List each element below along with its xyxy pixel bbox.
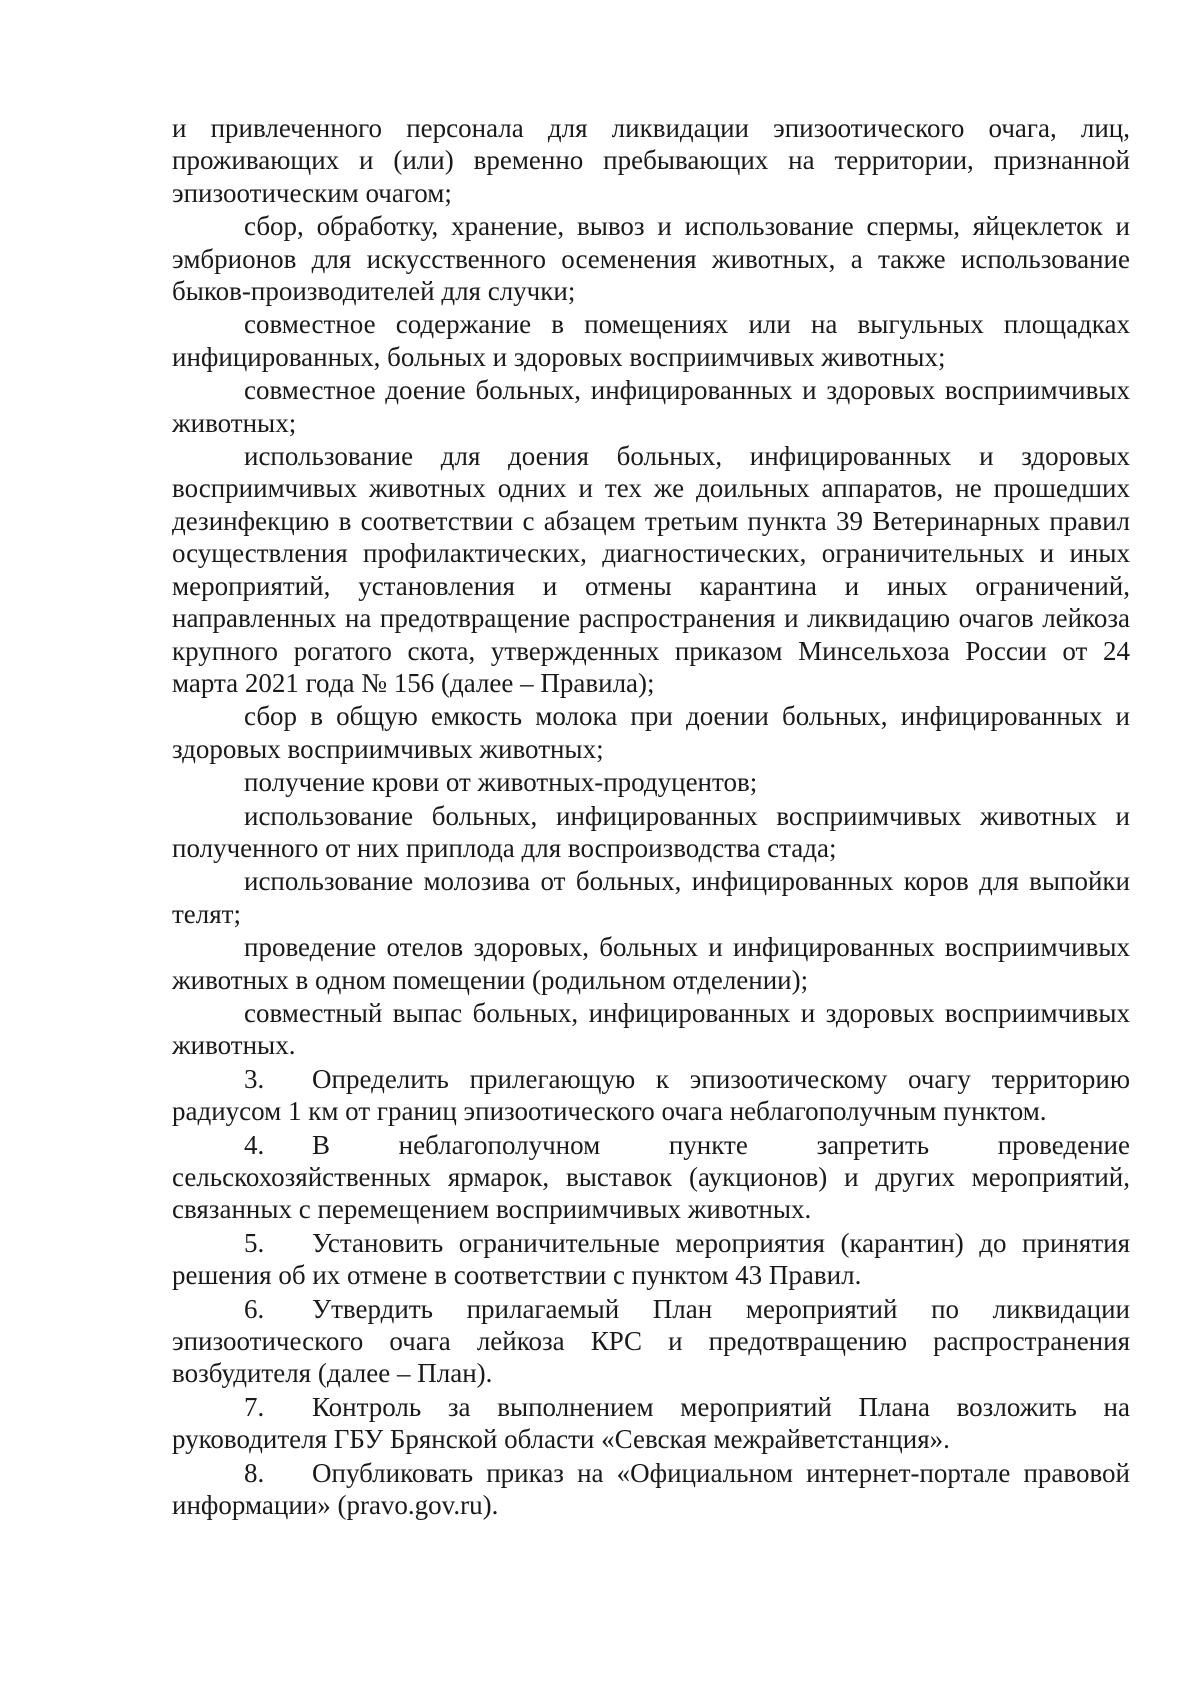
- item-number: 3.: [244, 1063, 265, 1094]
- item-text: Контроль за выполнением мероприятий Плана возложить на руководителя ГБУ Брянской области «Севская межрайветстанция».: [172, 1391, 1130, 1455]
- paragraph-text: получение крови от животных-продуцентов;: [244, 767, 758, 798]
- paragraph-milking-apparatus: [172, 440, 1130, 699]
- paragraph-joint-grazing: [172, 997, 1130, 1062]
- paragraph-blood-collection: [172, 766, 1130, 798]
- paragraph-text: и привлеченного персонала для ликвидации эпизоотического очага, лиц, проживающих и (или) временно пребывающих на территории, признанной эпизоотическим очагом;: [172, 113, 1130, 208]
- item-text: Определить прилегающую к эпизоотическому очагу территорию радиусом 1 км от границ эпизоотического очага неблагополучным пунктом.: [172, 1063, 1130, 1127]
- paragraph-text: использование молозива от больных, инфицированных коров для выпойки телят;: [172, 866, 1130, 929]
- paragraph-milk-collection: [172, 700, 1130, 765]
- numbered-item-8: [172, 1457, 1130, 1522]
- numbered-item-4: [172, 1129, 1130, 1226]
- numbered-item-5: [172, 1227, 1130, 1292]
- item-number: 4.: [244, 1129, 265, 1160]
- paragraph-text: использование для доения больных, инфицированных и здоровых восприимчивых животных одних и тех же доильных аппаратов, не прошедших дезинфекцию в соответствии с абзацем третьим пункта 39 Ветеринарных правил осуществления профилактических, диагностических, ограничительных и иных мероприятий, установления и отмены карантина и иных ограничений, направленных на предотвращение распространения и ликвидацию очагов лейкоза крупного рогатого скота, утвержденных приказом Минсельхоза России от 24 марта 2021 года № 156 (далее – Правила);: [172, 441, 1130, 698]
- item-text: Утвердить прилагаемый План мероприятий по ликвидации эпизоотического очага лейкоза КРС и предотвращению распространения возбудителя (далее – План).: [172, 1293, 1130, 1389]
- item-number: 5.: [244, 1227, 265, 1258]
- paragraph-herd-reproduction: [172, 800, 1130, 865]
- numbered-item-7: [172, 1391, 1130, 1456]
- paragraph-text: сбор в общую емкость молока при доении больных, инфицированных и здоровых восприимчивых животных;: [172, 701, 1130, 764]
- item-number: 8.: [244, 1457, 265, 1488]
- paragraph-text: совместное доение больных, инфицированных и здоровых восприимчивых животных;: [172, 375, 1130, 438]
- numbered-item-3: [172, 1063, 1130, 1128]
- paragraph-text: проведение отелов здоровых, больных и инфицированных восприимчивых животных в одном помещении (родильном отделении);: [172, 932, 1130, 995]
- paragraph-calving: [172, 931, 1130, 996]
- paragraph-joint-milking: [172, 374, 1130, 439]
- document-body: [172, 112, 1130, 1522]
- item-text: В неблагополучном пункте запретить проведение сельскохозяйственных ярмарок, выставок (аукционов) и других мероприятий, связанных с перемещением восприимчивых животных.: [172, 1129, 1130, 1225]
- paragraph-personnel: [172, 112, 1130, 209]
- item-text: Установить ограничительные мероприятия (карантин) до принятия решения об их отмене в соответствии с пунктом 43 Правил.: [172, 1227, 1130, 1291]
- paragraph-text: совместное содержание в помещениях или на выгульных площадках инфицированных, больных и здоровых восприимчивых животных;: [172, 309, 1130, 372]
- item-text: Опубликовать приказ на «Официальном интернет-портале правовой информации» (pravo.gov.ru).: [172, 1457, 1130, 1521]
- paragraph-text: сбор, обработку, хранение, вывоз и использование спермы, яйцеклеток и эмбрионов для искусственного осеменения животных, а также использование быков-производителей для случки;: [172, 211, 1130, 307]
- paragraph-text: совместный выпас больных, инфицированных и здоровых восприимчивых животных.: [172, 997, 1130, 1061]
- item-number: 6.: [244, 1293, 265, 1324]
- item-number: 7.: [244, 1391, 265, 1422]
- paragraph-joint-keeping: [172, 308, 1130, 373]
- paragraph-sperm-collection: [172, 210, 1130, 307]
- paragraph-text: использование больных, инфицированных восприимчивых животных и полученного от них приплода для воспроизводства стада;: [172, 800, 1130, 863]
- paragraph-colostrum: [172, 865, 1130, 930]
- numbered-item-6: [172, 1293, 1130, 1390]
